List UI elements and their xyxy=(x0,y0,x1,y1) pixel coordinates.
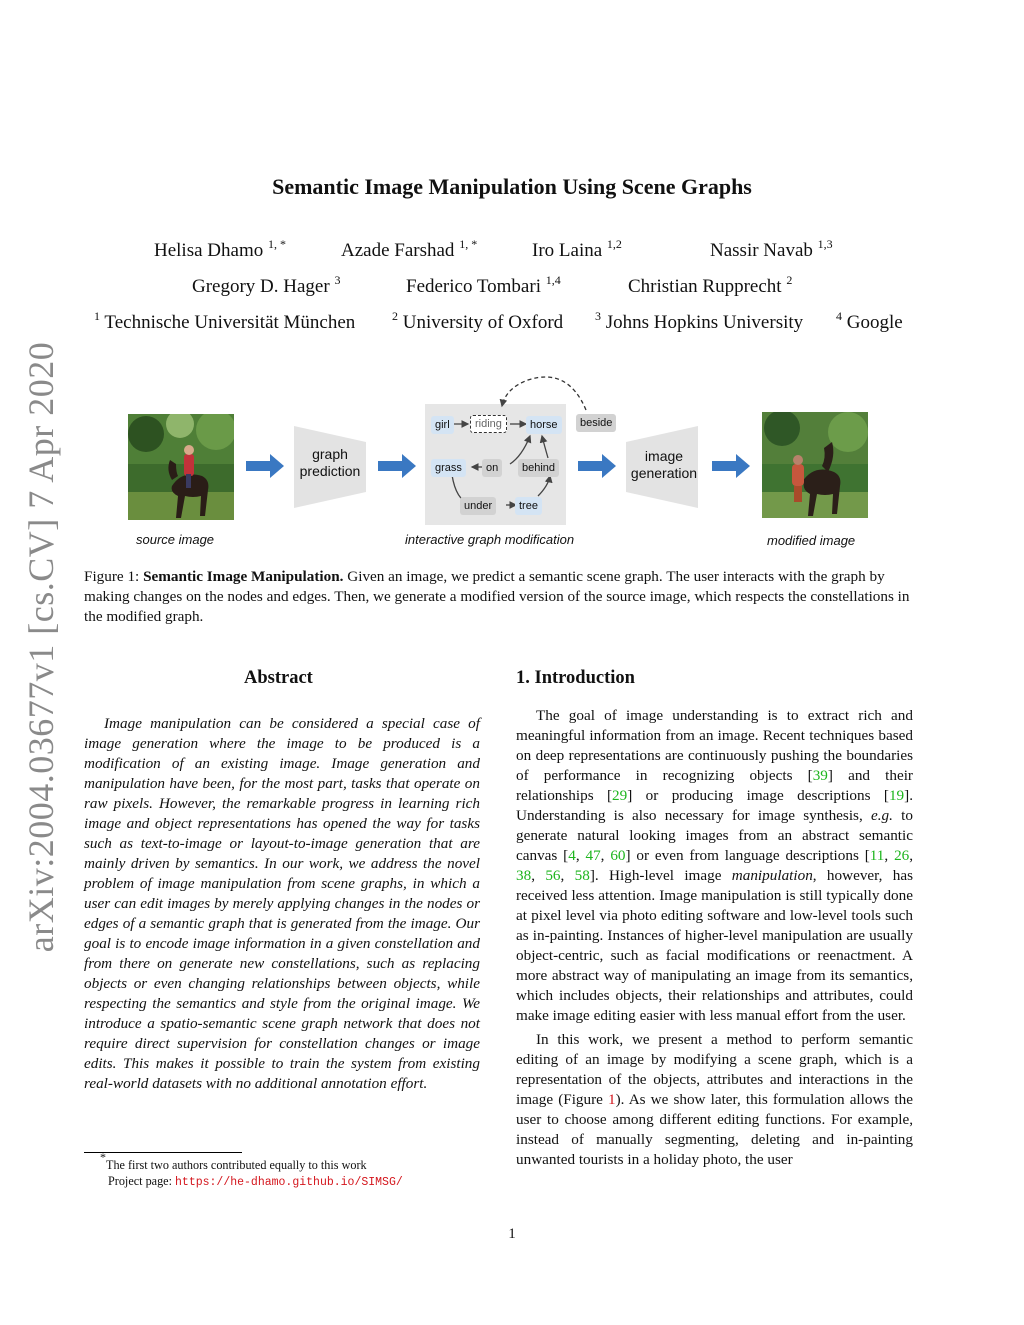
intro-paragraph-1: The goal of image understanding is to extract rich and meaningful information from an image. Recent techniques based on deep representations are continuously pushing the boundaries of performance in recognizing objects [39] and their relationships [29] or producing image descriptions [19]. Understanding is also necessary for image synthesis, e.g. to generate natural looking images from an abstract semantic canvas [4, 47, 60] or even from language descriptions [11, 26, 38, 56, 58]. High-level image manipulation, however, has received less attention. Image manipulation is still typically done at pixel level via photo editing software and low-level tools such as in-painting. Instances of higher-level manipulation are usually object-centric, such as facial modifications or reenactment. A more abstract way of manipulating an image from its semantics, which includes objects, their relationships and attributes, could make image editing easier with less manual effort from the user. xyxy=(516,707,914,1024)
affiliation: $^1$ Technische Universität München xyxy=(94,309,356,333)
author: Christian Rupprecht $^2$ xyxy=(628,273,793,297)
modified-image xyxy=(762,412,868,518)
graph-caption: interactive graph modification xyxy=(405,532,575,547)
citation-link[interactable]: 19 xyxy=(888,787,905,804)
citation-link[interactable]: 4 xyxy=(568,847,576,864)
project-page-link[interactable]: https://he-dhamo.github.io/SIMSG/ xyxy=(175,1176,403,1189)
arxiv-stamp xyxy=(18,341,64,953)
intro-paragraph-2: In this work, we present a method to perform semantic editing of an image by modifying a scene graph, which is a representation of the objects, attributes and interactions in the image (Figure 1). As we show later, this formulation allows the user to choose among different editing functions. For example, instead of manually segmenting, deleting and in-painting unwanted tourists in a holiday photo, the user xyxy=(516,1031,913,1168)
node-riding[interactable]: riding xyxy=(470,415,507,433)
citation-link[interactable]: 60 xyxy=(610,847,626,864)
source-image xyxy=(128,414,234,520)
citation-link[interactable]: 26 xyxy=(894,847,910,864)
node-on[interactable]: on xyxy=(482,459,502,477)
node-behind[interactable]: behind xyxy=(518,459,559,477)
image-generation-label: image generation xyxy=(630,448,698,481)
author: Iro Laina $^{1,2}$ xyxy=(532,237,622,261)
node-girl[interactable]: girl xyxy=(431,416,454,434)
affiliation: $^2$ University of Oxford xyxy=(392,309,564,333)
arrow-icon xyxy=(712,454,752,478)
node-beside[interactable]: beside xyxy=(576,414,616,432)
author: Gregory D. Hager $^3$ xyxy=(192,273,341,297)
figure-ref-link[interactable]: 1 xyxy=(608,1091,616,1108)
figure-1 xyxy=(118,372,918,562)
figure-caption: Figure 1: Semantic Image Manipulation. Given an image, we predict a semantic scene graph. The user interacts with the graph by making changes on the nodes and edges. Then, we generate a modified version of the source image, which respects the constellations in the modified graph. xyxy=(84,568,910,625)
node-grass[interactable]: grass xyxy=(431,459,466,477)
page-number: 1 xyxy=(508,1226,516,1242)
citation-link[interactable]: 29 xyxy=(612,787,628,804)
citation-link[interactable]: 39 xyxy=(812,767,828,784)
modified-image-caption: modified image xyxy=(767,533,856,548)
arxiv-id: arXiv:2004.03677v1 [cs.CV] 7 Apr 2020 xyxy=(21,341,62,953)
footnote-rule xyxy=(84,1152,242,1153)
arrow-icon xyxy=(246,454,286,478)
abstract-heading: Abstract xyxy=(244,668,313,688)
author: Azade Farshad $^{1, *}$ xyxy=(341,237,478,261)
node-horse[interactable]: horse xyxy=(526,416,562,434)
affiliation: $^3$ Johns Hopkins University xyxy=(595,309,804,333)
citation-link[interactable]: 38 xyxy=(516,867,532,884)
node-under[interactable]: under xyxy=(460,497,496,515)
paper-title: Semantic Image Manipulation Using Scene Graphs xyxy=(272,174,752,199)
citation-link[interactable]: 47 xyxy=(585,847,601,864)
citation-link[interactable]: 11 xyxy=(869,847,885,864)
arrow-icon xyxy=(578,454,618,478)
arrow-icon xyxy=(378,454,418,478)
author: Helisa Dhamo $^{1, *}$ xyxy=(154,237,286,261)
footnote: *The first two authors contributed equally to this work Project page: https://he-dhamo.github.io/SIMSG/ xyxy=(100,1150,403,1189)
author: Nassir Navab $^{1,3}$ xyxy=(710,237,833,261)
introduction-text xyxy=(516,706,913,1174)
graph-prediction-label: graph prediction xyxy=(299,446,361,479)
source-image-caption: source image xyxy=(136,532,215,547)
introduction-heading: 1. Introduction xyxy=(516,668,635,688)
abstract-text: Image manipulation can be considered a special case of image generation where the image to be produced is a modification of an existing image. Image generation and manipulation have been, for the most part, tasks that operate on raw pixels. However, the remarkable progress in learning rich image and object representations has opened the way for tasks such as text-to-image or layout-to-image generation that are mainly driven by semantics. In our work, we address the novel problem of image manipulation from scene graphs, in which a user can edit images by merely applying changes in the nodes or edges of a semantic graph that is generated from the image. Our goal is to encode image information in a given constellation and from there on generate new constellations, such as replacing objects or even changing relationships between objects, while respecting the semantics and style from the original image. We introduce a spatio-semantic scene graph network that does not require direct supervision for constellation changes or image edits. This makes it possible to train the system from existing real-world datasets with no additional annotation effort. xyxy=(84,715,480,1092)
citation-link[interactable]: 56 xyxy=(545,867,561,884)
node-tree[interactable]: tree xyxy=(515,497,542,515)
affiliation: $^4$ Google xyxy=(836,309,903,333)
author: Federico Tombari $^{1,4}$ xyxy=(406,273,561,297)
citation-link[interactable]: 58 xyxy=(574,867,590,884)
